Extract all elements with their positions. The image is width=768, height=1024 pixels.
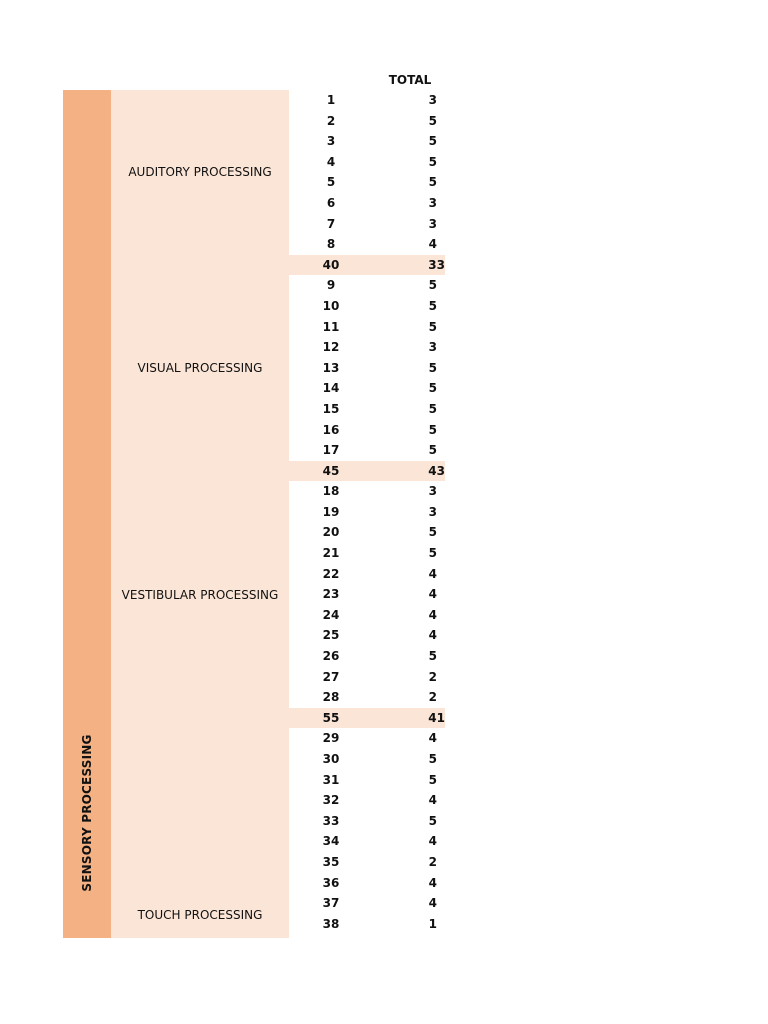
item-number: 9 — [326, 278, 336, 293]
item-number: 29 — [322, 731, 340, 746]
section-label-band — [111, 90, 289, 938]
item-total: 4 — [428, 731, 437, 746]
item-number: 1 — [326, 93, 336, 107]
item-total: 5 — [428, 154, 437, 169]
item-total: 4 — [428, 875, 437, 890]
item-number: 16 — [322, 422, 340, 437]
item-total: 5 — [428, 278, 437, 293]
table-row — [289, 790, 449, 811]
subtotal-max: 45 — [322, 463, 340, 478]
table-row — [289, 214, 449, 235]
table-row — [289, 378, 449, 399]
table-row — [289, 337, 449, 358]
table-row — [289, 873, 449, 894]
item-total: 3 — [428, 216, 437, 231]
table-row — [289, 296, 449, 317]
item-total: 5 — [428, 401, 437, 416]
item-total: 3 — [428, 93, 437, 107]
section-label-visual: VISUAL PROCESSING — [137, 361, 263, 375]
table-row — [289, 625, 449, 646]
item-number: 34 — [322, 834, 340, 849]
item-total: 5 — [428, 649, 437, 664]
item-number: 8 — [326, 237, 336, 252]
subtotal-row — [289, 708, 445, 729]
table-row — [289, 852, 449, 873]
item-number: 12 — [322, 340, 340, 355]
item-total: 1 — [428, 916, 437, 931]
table-row — [289, 275, 449, 296]
item-total: 4 — [428, 628, 437, 643]
subtotal-total: 33 — [428, 257, 445, 272]
item-number: 13 — [322, 360, 340, 375]
item-total: 4 — [428, 896, 437, 911]
item-number: 18 — [322, 484, 340, 499]
item-total: 4 — [428, 237, 437, 252]
item-total: 4 — [428, 834, 437, 849]
item-total: 3 — [428, 484, 437, 499]
subtotal-max: 40 — [322, 257, 340, 272]
item-number: 26 — [322, 649, 340, 664]
table-row — [289, 893, 449, 914]
item-number: 30 — [322, 752, 340, 766]
item-number: 21 — [322, 546, 340, 561]
item-number: 36 — [322, 875, 340, 890]
table-row — [289, 564, 449, 585]
item-total: 2 — [428, 669, 437, 684]
item-number: 5 — [326, 175, 336, 190]
item-number: 24 — [322, 607, 340, 622]
item-total: 2 — [428, 854, 437, 869]
item-number: 14 — [322, 381, 340, 396]
item-total: 5 — [428, 360, 437, 375]
table-row — [289, 728, 449, 749]
score-table — [289, 90, 449, 934]
outer-category-label: SENSORY PROCESSING — [80, 734, 94, 892]
section-label-touch: TOUCH PROCESSING — [137, 908, 263, 922]
item-number: 37 — [322, 896, 340, 911]
section-label-vestibular: VESTIBULAR PROCESSING — [121, 588, 279, 602]
table-row — [289, 152, 449, 173]
item-total: 5 — [428, 298, 437, 313]
item-number: 31 — [322, 772, 340, 787]
item-total: 4 — [428, 566, 437, 581]
item-total: 3 — [428, 195, 437, 210]
subtotal-row — [289, 461, 445, 482]
table-row — [289, 770, 449, 791]
section-label-auditory: AUDITORY PROCESSING — [128, 165, 272, 179]
table-row — [289, 811, 449, 832]
item-number: 2 — [326, 113, 336, 128]
subtotal-total: 43 — [428, 463, 445, 478]
item-total: 2 — [428, 690, 437, 705]
item-total: 5 — [428, 134, 437, 149]
table-row — [289, 749, 449, 770]
item-total: 5 — [428, 752, 437, 766]
table-row — [289, 420, 449, 441]
table-row — [289, 646, 449, 667]
item-total: 5 — [428, 422, 437, 437]
table-row — [289, 584, 449, 605]
item-total: 5 — [428, 319, 437, 334]
table-row — [289, 667, 449, 688]
item-number: 23 — [322, 587, 340, 602]
item-total: 5 — [428, 443, 437, 458]
table-row — [289, 914, 449, 935]
table-row — [289, 831, 449, 852]
table-row — [289, 399, 449, 420]
item-number: 6 — [326, 195, 336, 210]
total-column-header: TOTAL — [388, 73, 432, 87]
item-number: 35 — [322, 854, 340, 869]
item-number: 19 — [322, 504, 340, 519]
table-row — [289, 358, 449, 379]
item-number: 17 — [322, 443, 340, 458]
table-row — [289, 317, 449, 338]
subtotal-row — [289, 255, 445, 276]
item-number: 3 — [326, 134, 336, 149]
subtotal-total: 41 — [428, 710, 445, 725]
subtotal-max: 55 — [322, 710, 340, 725]
item-total: 4 — [428, 607, 437, 622]
table-row — [289, 234, 449, 255]
item-total: 3 — [428, 340, 437, 355]
table-row — [289, 90, 449, 111]
table-row — [289, 131, 449, 152]
item-total: 5 — [428, 525, 437, 540]
item-total: 5 — [428, 113, 437, 128]
table-row — [289, 543, 449, 564]
table-row — [289, 502, 449, 523]
item-number: 38 — [322, 916, 340, 931]
table-row — [289, 522, 449, 543]
item-number: 33 — [322, 813, 340, 828]
item-total: 5 — [428, 772, 437, 787]
table-row — [289, 481, 449, 502]
item-number: 20 — [322, 525, 340, 540]
item-total: 5 — [428, 175, 437, 190]
item-number: 25 — [322, 628, 340, 643]
table-row — [289, 605, 449, 626]
item-number: 22 — [322, 566, 340, 581]
table-row — [289, 440, 449, 461]
item-number: 28 — [322, 690, 340, 705]
item-number: 15 — [322, 401, 340, 416]
item-total: 5 — [428, 813, 437, 828]
item-number: 32 — [322, 793, 340, 808]
item-total: 4 — [428, 793, 437, 808]
table-row — [289, 172, 449, 193]
item-number: 4 — [326, 154, 336, 169]
item-number: 11 — [322, 319, 340, 334]
table-row — [289, 687, 449, 708]
item-number: 7 — [326, 216, 336, 231]
item-number: 27 — [322, 669, 340, 684]
item-total: 3 — [428, 504, 437, 519]
item-total: 5 — [428, 546, 437, 561]
item-number: 10 — [322, 298, 340, 313]
item-total: 5 — [428, 381, 437, 396]
table-row — [289, 193, 449, 214]
item-total: 4 — [428, 587, 437, 602]
table-row — [289, 111, 449, 132]
